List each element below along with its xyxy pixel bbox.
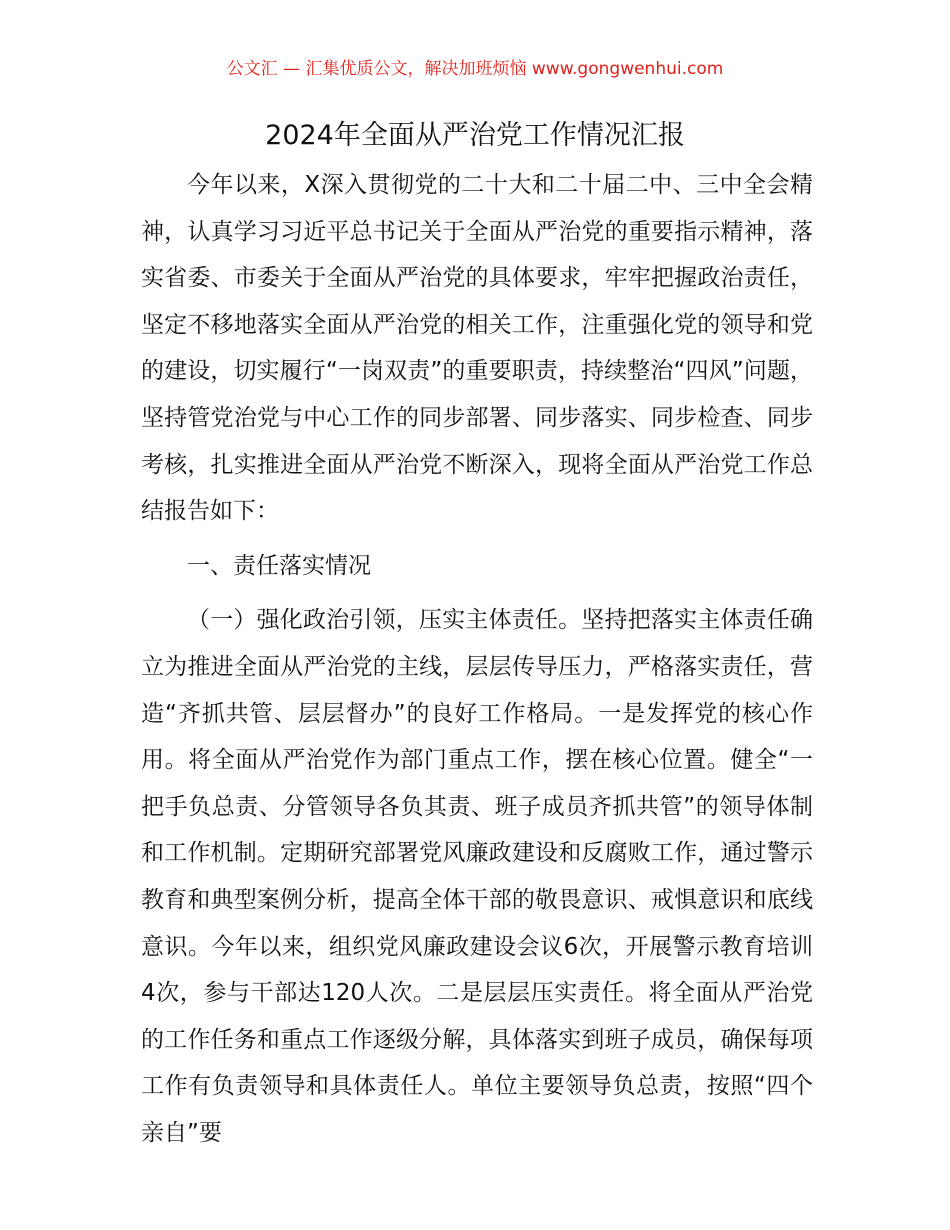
document-title: 2024年全面从严治党工作情况汇报	[265, 120, 685, 151]
intro-paragraph: 今年以来，X深入贯彻党的二十大和二十届二中、三中全会精神，认真学习习近平总书记关于全面从严治党的重要指示精神，落实省委、市委关于全面从严治党的具体要求，牢牢把握政治责任，坚定不移地落实全面从严治党的相关工作，注重强化党的领导和党的建设，切实履行“一岗双责”的重要职责，持续整治“四风”问题，坚持管党治党与中心工作的同步部署、同步落实、同步检查、同步考核，扎实推进全面从严治党不断深入，现将全面从严治党工作总结报告如下：	[141, 172, 813, 525]
document-body	[141, 162, 813, 1156]
section-heading: 一、责任落实情况	[187, 552, 371, 579]
section-paragraph: （一）强化政治引领，压实主体责任。坚持把落实主体责任确立为推进全面从严治党的主线，层层传导压力，严格落实责任，营造“齐抓共管、层层督办”的良好工作格局。一是发挥党的核心作用。将全面从严治党作为部门重点工作，摆在核心位置。健全“一把手负总责、分管领导各负其责、班子成员齐抓共管”的领导体制和工作机制。定期研究部署党风廉政建设和反腐败工作，通过警示教育和典型案例分析，提高全体干部的敬畏意识、戒惧意识和底线意识。今年以来，组织党风廉政建设会议6次，开展警示教育培训4次，参与干部达120人次。二是层层压实责任。将全面从严治党的工作任务和重点工作逐级分解，具体落实到班子成员，确保每项工作有负责领导和具体责任人。单位主要领导负总责，按照“四个亲自”要	[141, 607, 813, 1146]
site-banner: 公文汇 — 汇集优质公文，解决加班烦恼 www.gongwenhui.com	[226, 59, 724, 79]
